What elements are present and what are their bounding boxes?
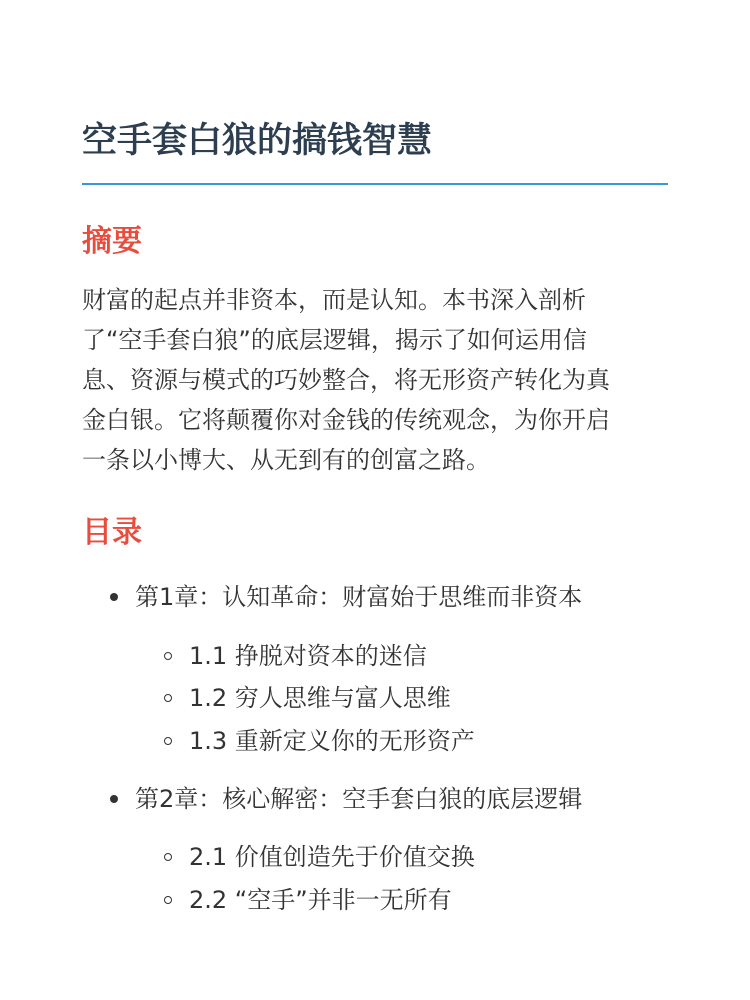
bullet-disc-icon <box>110 593 118 601</box>
toc-section-label: 1.3 重新定义你的无形资产 <box>189 727 475 755</box>
bullet-circle-icon <box>164 737 172 745</box>
summary-line: 金白银。它将颠覆你对金钱的传统观念，为你开启 <box>82 406 610 434</box>
summary-line: 了“空手套白狼”的底层逻辑，揭示了如何运用信 <box>82 326 587 354</box>
toc-section-2-2 <box>189 883 452 917</box>
bullet-circle-icon <box>164 896 172 904</box>
toc-section-1-1 <box>189 639 427 673</box>
toc-chapter-1 <box>135 580 582 614</box>
toc-chapter-label: 第1章：认知革命：财富始于思维而非资本 <box>135 583 583 611</box>
summary-heading: 摘要 <box>82 224 142 259</box>
bullet-circle-icon <box>164 694 172 702</box>
toc-section-label: 2.1 价值创造先于价值交换 <box>189 843 475 871</box>
toc-section-1-2 <box>189 681 451 715</box>
bullet-circle-icon <box>164 853 172 861</box>
bullet-circle-icon <box>164 652 172 660</box>
summary-paragraph <box>82 280 668 480</box>
summary-line: 息、资源与模式的巧妙整合，将无形资产转化为真 <box>82 366 610 394</box>
bullet-disc-icon <box>110 795 118 803</box>
summary-line: 一条以小博大、从无到有的创富之路。 <box>82 446 490 474</box>
title-divider <box>82 183 668 185</box>
toc-chapter-label: 第2章：核心解密：空手套白狼的底层逻辑 <box>135 785 583 813</box>
toc-section-label: 1.2 穷人思维与富人思维 <box>189 684 451 712</box>
document-title: 空手套白狼的搞钱智慧 <box>82 121 433 161</box>
toc-section-label: 1.1 挣脱对资本的迷信 <box>189 642 427 670</box>
summary-line: 财富的起点并非资本，而是认知。本书深入剖析 <box>82 286 586 314</box>
toc-section-label: 2.2 “空手”并非一无所有 <box>189 886 452 914</box>
toc-heading: 目录 <box>82 515 142 550</box>
toc-section-1-3 <box>189 724 475 758</box>
toc-chapter-2 <box>135 782 582 816</box>
toc-section-2-1 <box>189 840 475 874</box>
